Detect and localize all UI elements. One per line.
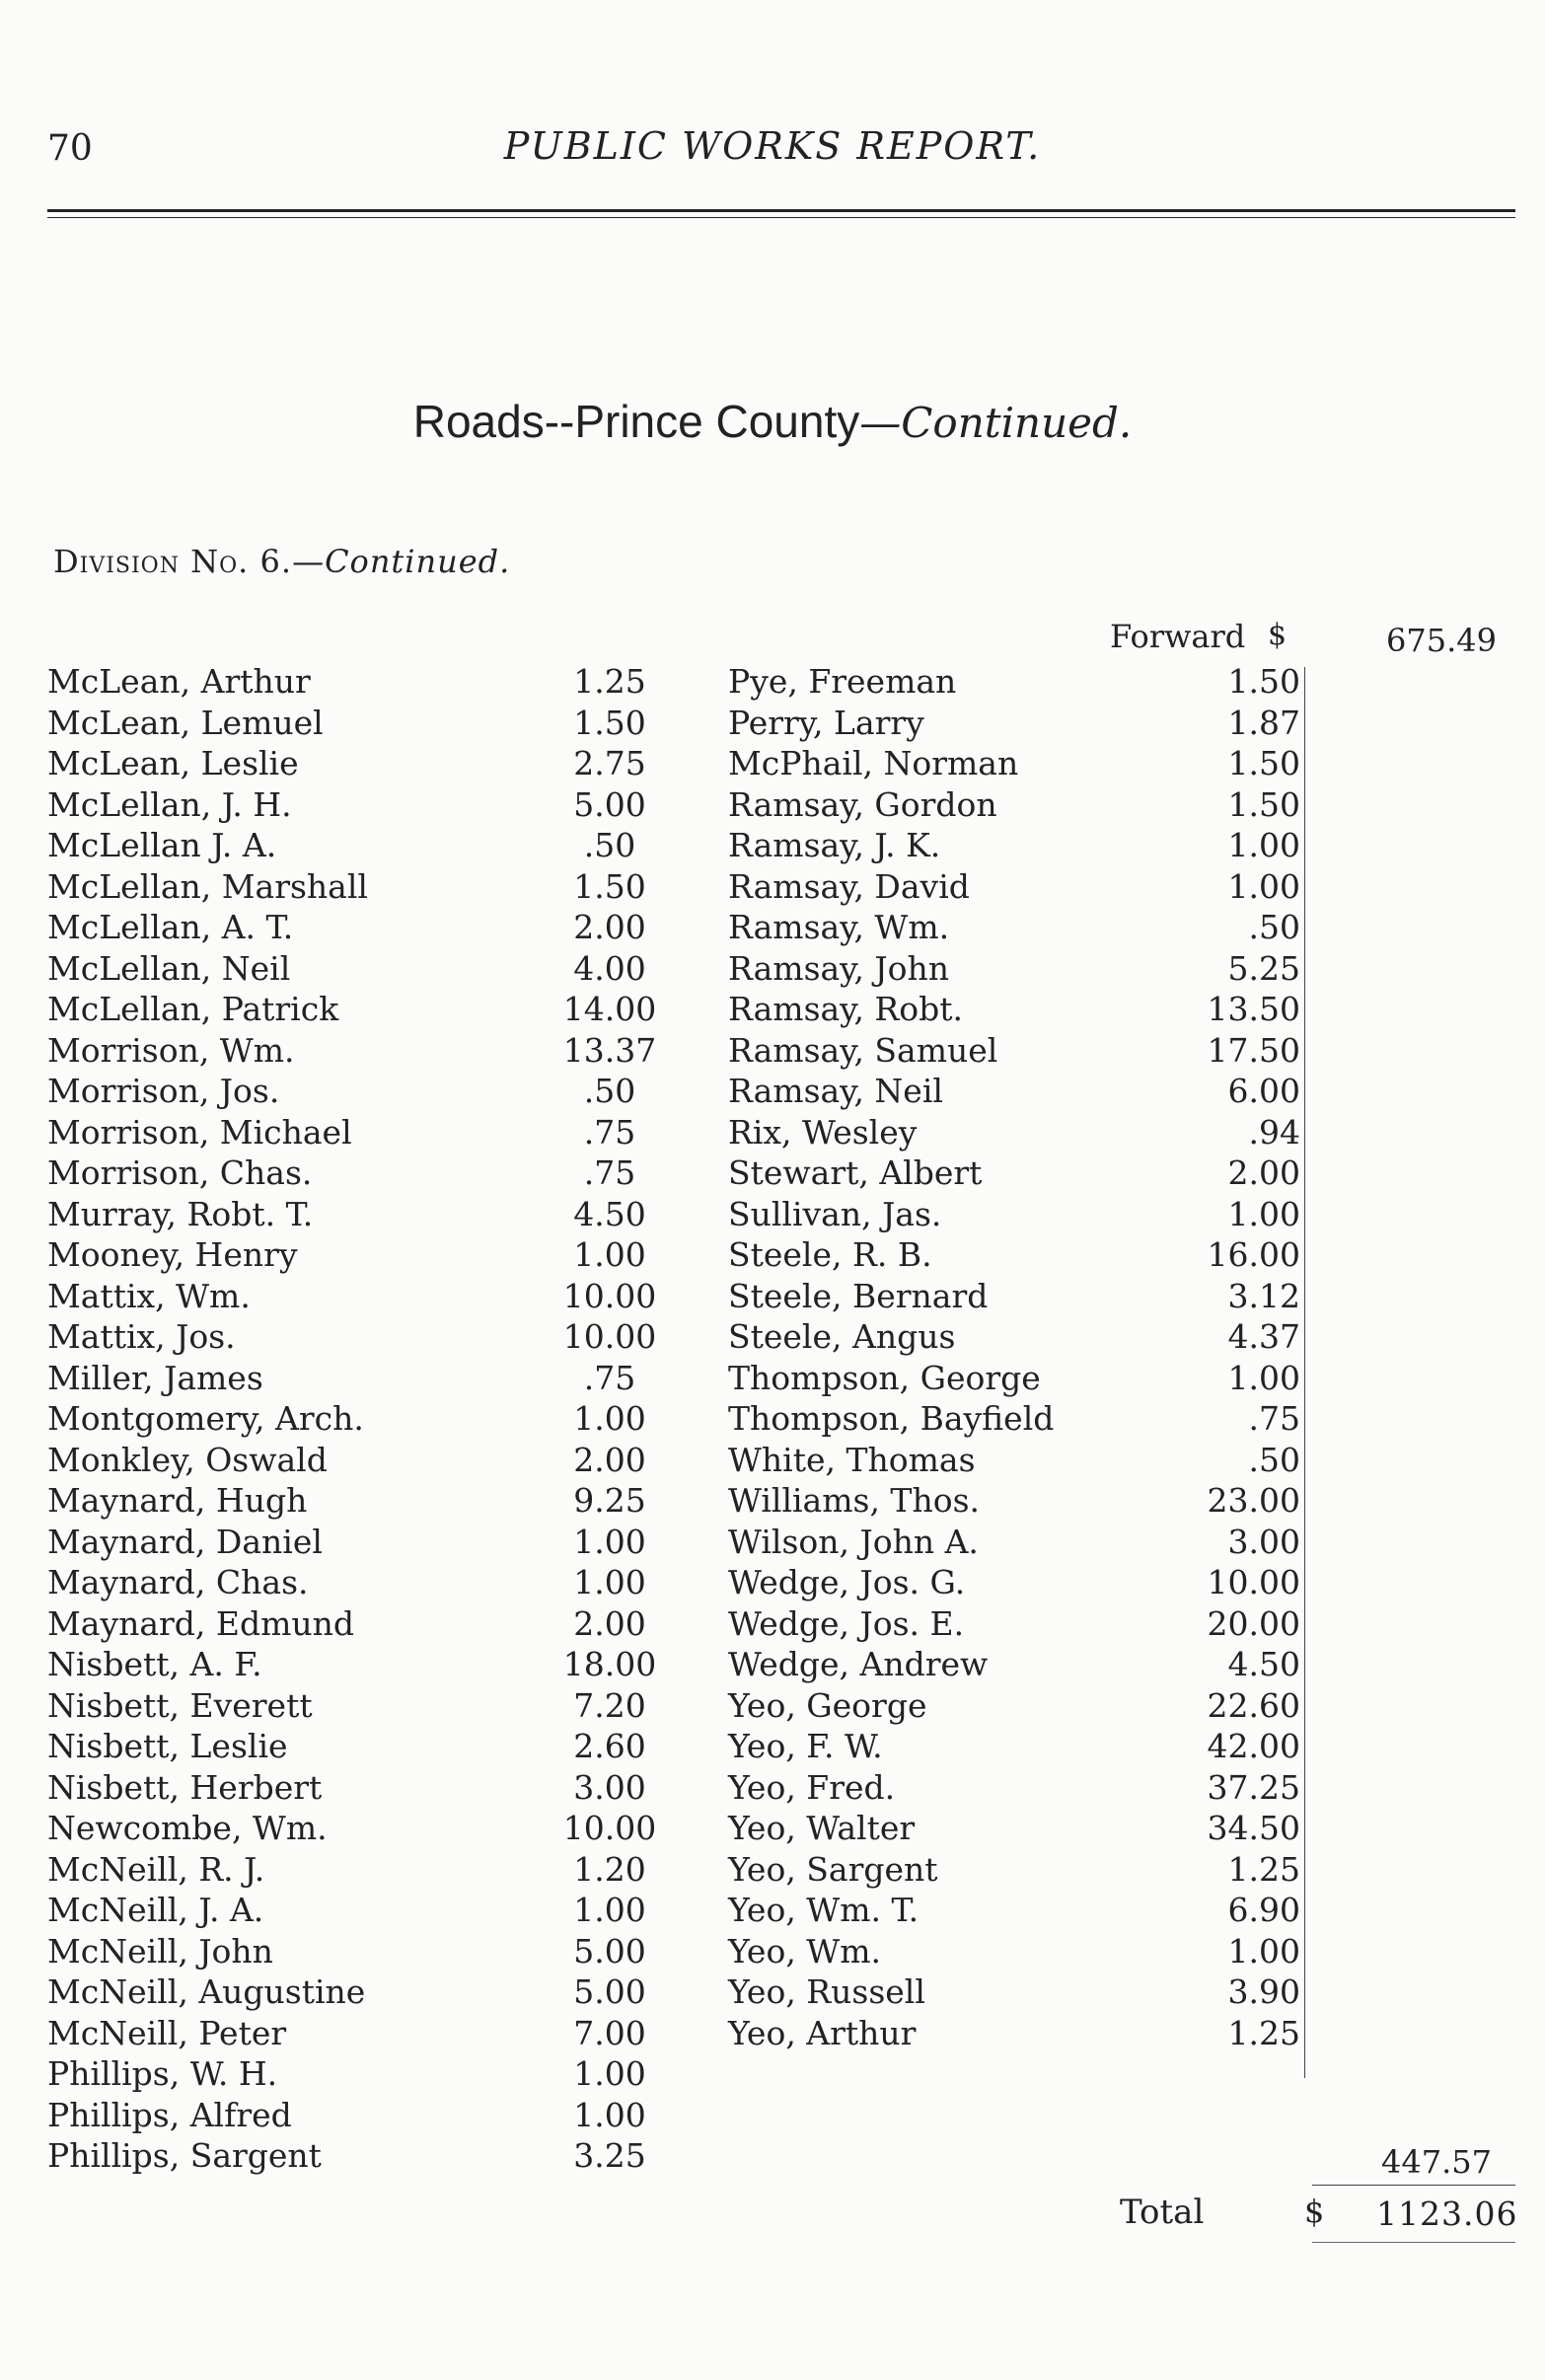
ledger-row (728, 1522, 1300, 1563)
payment-amount: 2.00 (573, 1440, 646, 1479)
ledger-row (728, 825, 1300, 866)
section-title-continued: —Continued. (859, 399, 1133, 447)
payment-amount: 1.25 (1227, 2013, 1300, 2052)
payment-amount: 1.00 (1227, 866, 1300, 906)
ledger-row (47, 1480, 669, 1522)
payment-amount: 42.00 (1207, 1727, 1300, 1765)
payee-name: Ramsay, Robt. (728, 990, 964, 1028)
payee-name: Perry, Larry (728, 703, 924, 742)
ledger-row (47, 2135, 669, 2177)
payee-name: Miller, James (47, 1358, 263, 1397)
ledger-row (47, 1808, 669, 1849)
payee-name: Wedge, Jos. E. (728, 1603, 965, 1643)
payment-amount: 1.00 (1227, 826, 1300, 864)
ledger-row (47, 1931, 669, 1972)
payee-name: Maynard, Hugh (47, 1481, 308, 1520)
ledger-row (728, 989, 1300, 1030)
payment-amount: 1.00 (573, 2095, 646, 2134)
payment-amount: 10.00 (562, 1317, 657, 1356)
total-dollar-sign: $ (1304, 2193, 1325, 2230)
payee-name: Maynard, Daniel (47, 1522, 323, 1561)
payment-amount: 3.25 (573, 2136, 646, 2175)
subtotal-value: 447.57 (1381, 2143, 1492, 2181)
ledger-row (728, 1890, 1300, 1931)
payee-name: McNeill, Peter (47, 2013, 287, 2052)
payee-name: McLellan, J. H. (47, 784, 292, 824)
payment-amount: 1.20 (573, 1849, 646, 1889)
payment-amount: .50 (1248, 908, 1300, 946)
payment-amount: 4.50 (573, 1194, 646, 1233)
payment-amount: 2.00 (1227, 1153, 1300, 1192)
ledger-row (47, 1971, 669, 2013)
payment-amount: .75 (583, 1153, 636, 1192)
payee-name: Morrison, Chas. (47, 1153, 313, 1192)
forward-value: 675.49 (1386, 622, 1497, 659)
payment-amount: 14.00 (562, 990, 657, 1028)
right-column-rule (1304, 667, 1305, 2078)
payment-amount: 5.00 (573, 1931, 646, 1971)
ledger-row (728, 1071, 1300, 1112)
payment-amount: 3.90 (1227, 1972, 1300, 2011)
ledger-row (728, 1398, 1300, 1440)
payee-name: Ramsay, Wm. (728, 908, 950, 946)
payee-name: Wilson, John A. (728, 1522, 979, 1561)
payee-name: Yeo, Wm. T. (728, 1891, 920, 1929)
payment-amount: 1.25 (573, 662, 646, 701)
ledger-row (47, 907, 669, 948)
payment-amount: 1.00 (573, 1891, 646, 1929)
ledger-row (728, 2013, 1300, 2054)
payee-name: Yeo, Walter (728, 1809, 916, 1847)
ledger-row (47, 1767, 669, 1809)
ledger-row (47, 825, 669, 866)
ledger-row (728, 1030, 1300, 1072)
ledger-row (728, 703, 1300, 744)
payment-amount: 6.90 (1227, 1891, 1300, 1929)
payee-name: Yeo, Russell (728, 1972, 925, 2011)
section-title (0, 395, 1545, 448)
header-rule-thin (47, 217, 1515, 218)
ledger-row (728, 1440, 1300, 1481)
ledger-row (47, 1358, 669, 1399)
payee-name: Mattix, Jos. (47, 1317, 236, 1356)
payee-name: Maynard, Edmund (47, 1603, 355, 1643)
ledger-row (728, 661, 1300, 703)
ledger-row (47, 1398, 669, 1440)
payment-amount: 3.00 (1227, 1522, 1300, 1561)
ledger-row (47, 1849, 669, 1891)
payee-name: Stewart, Albert (728, 1153, 983, 1192)
payment-amount: 5.00 (573, 784, 646, 824)
ledger-row (728, 1316, 1300, 1358)
payee-name: Ramsay, J. K. (728, 826, 941, 864)
payee-name: McNeill, John (47, 1931, 273, 1971)
payment-amount: 1.50 (1227, 784, 1300, 824)
payee-name: McLean, Leslie (47, 744, 299, 782)
payee-name: Wedge, Andrew (728, 1645, 989, 1683)
ledger-row (728, 1971, 1300, 2013)
payment-amount: 2.75 (573, 744, 646, 782)
payee-name: McPhail, Norman (728, 744, 1019, 782)
payee-name: Steele, Angus (728, 1317, 956, 1356)
payee-name: Newcombe, Wm. (47, 1809, 328, 1847)
payee-name: McLean, Lemuel (47, 703, 324, 742)
payee-name: Ramsay, Samuel (728, 1030, 998, 1070)
payment-amount: 3.12 (1227, 1276, 1300, 1315)
right-column (728, 661, 1300, 2053)
payment-amount: 4.50 (1227, 1645, 1300, 1683)
payee-name: Thompson, George (728, 1358, 1041, 1397)
ledger-row (728, 1849, 1300, 1891)
header-rule-thick (47, 209, 1515, 212)
payee-name: Sullivan, Jas. (728, 1194, 942, 1233)
payee-name: Ramsay, Gordon (728, 784, 997, 824)
payment-amount: 9.25 (573, 1481, 646, 1520)
ledger-row (728, 1153, 1300, 1194)
ledger-row (47, 948, 669, 990)
ledger-row (728, 1767, 1300, 1809)
ledger-row (47, 866, 669, 908)
ledger-row (47, 1440, 669, 1481)
ledger-row (728, 1358, 1300, 1399)
ledger-row (728, 948, 1300, 990)
payment-amount: 13.50 (1207, 990, 1300, 1028)
ledger-row (47, 703, 669, 744)
ledger-row (728, 1112, 1300, 1153)
payment-amount: 10.00 (562, 1809, 657, 1847)
payee-name: Wedge, Jos. G. (728, 1563, 966, 1601)
division-label: Division No. 6. (53, 543, 293, 580)
payment-amount: 23.00 (1207, 1481, 1300, 1520)
payee-name: Mooney, Henry (47, 1235, 298, 1274)
payment-amount: 37.25 (1207, 1767, 1300, 1807)
payment-amount: 1.00 (573, 1399, 646, 1438)
ledger-row (47, 784, 669, 826)
payment-amount: 1.00 (1227, 1358, 1300, 1397)
section-title-main: Roads--Prince County (412, 396, 860, 447)
payment-amount: 1.00 (1227, 1931, 1300, 1971)
ledger-row (728, 1480, 1300, 1522)
payment-amount: 1.50 (573, 866, 646, 906)
payment-amount: 1.50 (1227, 662, 1300, 701)
ledger-row (47, 1726, 669, 1767)
payee-name: McLellan J. A. (47, 826, 277, 864)
payment-amount: 18.00 (562, 1645, 657, 1683)
payee-name: Nisbett, Leslie (47, 1727, 288, 1765)
payment-amount: .50 (583, 826, 636, 864)
ledger-row (728, 784, 1300, 826)
ledger-row (728, 1808, 1300, 1849)
ledger-row (47, 1685, 669, 1727)
payment-amount: 4.00 (573, 948, 646, 988)
payment-amount: 7.00 (573, 2013, 646, 2052)
payment-amount: 10.00 (562, 1276, 657, 1315)
payee-name: Yeo, Fred. (728, 1767, 896, 1807)
payee-name: McNeill, R. J. (47, 1849, 265, 1889)
payee-name: Thompson, Bayfield (728, 1399, 1055, 1438)
ledger-row (728, 866, 1300, 908)
payment-amount: 1.00 (573, 1563, 646, 1601)
ledger-row (47, 989, 669, 1030)
payee-name: Ramsay, John (728, 948, 950, 988)
payee-name: Nisbett, A. F. (47, 1645, 262, 1683)
ledger-row (47, 1644, 669, 1685)
ledger-row (47, 1112, 669, 1153)
ledger-row (728, 1603, 1300, 1645)
payment-amount: 1.50 (573, 703, 646, 742)
payee-name: Morrison, Michael (47, 1112, 352, 1152)
total-label: Total (1120, 2193, 1205, 2232)
ledger-row (47, 2095, 669, 2136)
payee-name: Yeo, F. W. (728, 1727, 883, 1765)
ledger-row (728, 1931, 1300, 1972)
payee-name: McLellan, Patrick (47, 990, 339, 1028)
payee-name: Morrison, Jos. (47, 1072, 280, 1110)
payee-name: Nisbett, Everett (47, 1685, 313, 1725)
ledger-row (728, 1276, 1300, 1317)
left-column (47, 661, 669, 2177)
payment-amount: 22.60 (1207, 1685, 1300, 1725)
total-value: 1123.06 (1376, 2194, 1518, 2233)
ledger-row (47, 1153, 669, 1194)
forward-label: Forward (1110, 618, 1246, 655)
ledger-row (728, 1194, 1300, 1235)
payment-amount: 13.37 (562, 1030, 657, 1070)
payee-name: Yeo, Arthur (728, 2013, 917, 2052)
payment-amount: .75 (583, 1112, 636, 1152)
payee-name: Yeo, Wm. (728, 1931, 881, 1971)
payee-name: Montgomery, Arch. (47, 1399, 364, 1438)
ledger-row (47, 2013, 669, 2054)
payment-amount: 2.60 (573, 1727, 646, 1765)
payment-amount: 6.00 (1227, 1072, 1300, 1110)
payment-amount: 17.50 (1207, 1030, 1300, 1070)
payee-name: Steele, Bernard (728, 1276, 989, 1315)
payment-amount: 1.87 (1227, 703, 1300, 742)
ledger-row (47, 1194, 669, 1235)
forward-dollar-sign: $ (1268, 618, 1288, 652)
ledger-row (728, 1685, 1300, 1727)
ledger-row (47, 1890, 669, 1931)
ledger-row (47, 1562, 669, 1603)
ledger-row (47, 1071, 669, 1112)
payee-name: Maynard, Chas. (47, 1563, 309, 1601)
payee-name: McNeill, J. A. (47, 1891, 264, 1929)
ledger-row (728, 1562, 1300, 1603)
ledger-row (728, 1644, 1300, 1685)
ledger-row (47, 1522, 669, 1563)
payment-amount: 1.00 (573, 1522, 646, 1561)
payment-amount: 2.00 (573, 908, 646, 946)
payee-name: McNeill, Augustine (47, 1972, 366, 2011)
payment-amount: .75 (583, 1358, 636, 1397)
payee-name: Murray, Robt. T. (47, 1194, 314, 1233)
payment-amount: 1.00 (573, 2054, 646, 2093)
payee-name: Steele, R. B. (728, 1235, 932, 1274)
ledger-row (47, 1234, 669, 1276)
payee-name: Pye, Freeman (728, 662, 957, 701)
payee-name: Phillips, W. H. (47, 2054, 278, 2093)
running-head: PUBLIC WORKS REPORT. (503, 124, 1042, 168)
payment-amount: 3.00 (573, 1767, 646, 1807)
payee-name: McLellan, Neil (47, 948, 291, 988)
payee-name: Phillips, Sargent (47, 2136, 322, 2175)
ledger-row (47, 1603, 669, 1645)
payment-amount: .50 (583, 1072, 636, 1110)
payee-name: Mattix, Wm. (47, 1276, 251, 1315)
payment-amount: .75 (1248, 1399, 1300, 1438)
payment-amount: 1.00 (573, 1235, 646, 1274)
payment-amount: 20.00 (1207, 1603, 1300, 1643)
ledger-row (728, 1726, 1300, 1767)
ledger-row (47, 1030, 669, 1072)
ledger-row (47, 1276, 669, 1317)
ledger-row (47, 661, 669, 703)
payment-amount: 5.00 (573, 1972, 646, 2011)
payment-amount: 5.25 (1227, 948, 1300, 988)
ledger-row (728, 743, 1300, 784)
payee-name: McLellan, A. T. (47, 908, 294, 946)
payment-amount: .50 (1248, 1440, 1300, 1479)
payment-amount: 1.25 (1227, 1849, 1300, 1889)
payment-amount: 4.37 (1227, 1317, 1300, 1356)
payee-name: Yeo, George (728, 1685, 927, 1725)
payee-name: Nisbett, Herbert (47, 1767, 323, 1807)
ledger-row (47, 743, 669, 784)
division-heading (53, 543, 510, 580)
payment-amount: 16.00 (1207, 1235, 1300, 1274)
payment-amount: 10.00 (1207, 1563, 1300, 1601)
payee-name: Ramsay, David (728, 866, 970, 906)
ledger-row (728, 1234, 1300, 1276)
payee-name: White, Thomas (728, 1440, 976, 1479)
payment-amount: 7.20 (573, 1685, 646, 1725)
payee-name: Phillips, Alfred (47, 2095, 292, 2134)
payee-name: McLellan, Marshall (47, 866, 368, 906)
payment-amount: 34.50 (1207, 1809, 1300, 1847)
total-rule (1312, 2242, 1515, 2243)
page-number: 70 (47, 128, 93, 169)
ledger-row (728, 907, 1300, 948)
payment-amount: 1.00 (1227, 1194, 1300, 1233)
ledger-row (47, 2053, 669, 2095)
payment-amount: .94 (1248, 1112, 1300, 1152)
payee-name: Yeo, Sargent (728, 1849, 938, 1889)
payee-name: Williams, Thos. (728, 1481, 980, 1520)
payee-name: Rix, Wesley (728, 1112, 918, 1152)
payment-amount: 1.50 (1227, 744, 1300, 782)
division-continued: —Continued. (292, 543, 511, 580)
subtotal-rule (1312, 2185, 1515, 2186)
payee-name: Monkley, Oswald (47, 1440, 328, 1479)
payment-amount: 2.00 (573, 1603, 646, 1643)
ledger-row (47, 1316, 669, 1358)
payee-name: Morrison, Wm. (47, 1030, 295, 1070)
payee-name: Ramsay, Neil (728, 1072, 943, 1110)
payee-name: McLean, Arthur (47, 662, 311, 701)
